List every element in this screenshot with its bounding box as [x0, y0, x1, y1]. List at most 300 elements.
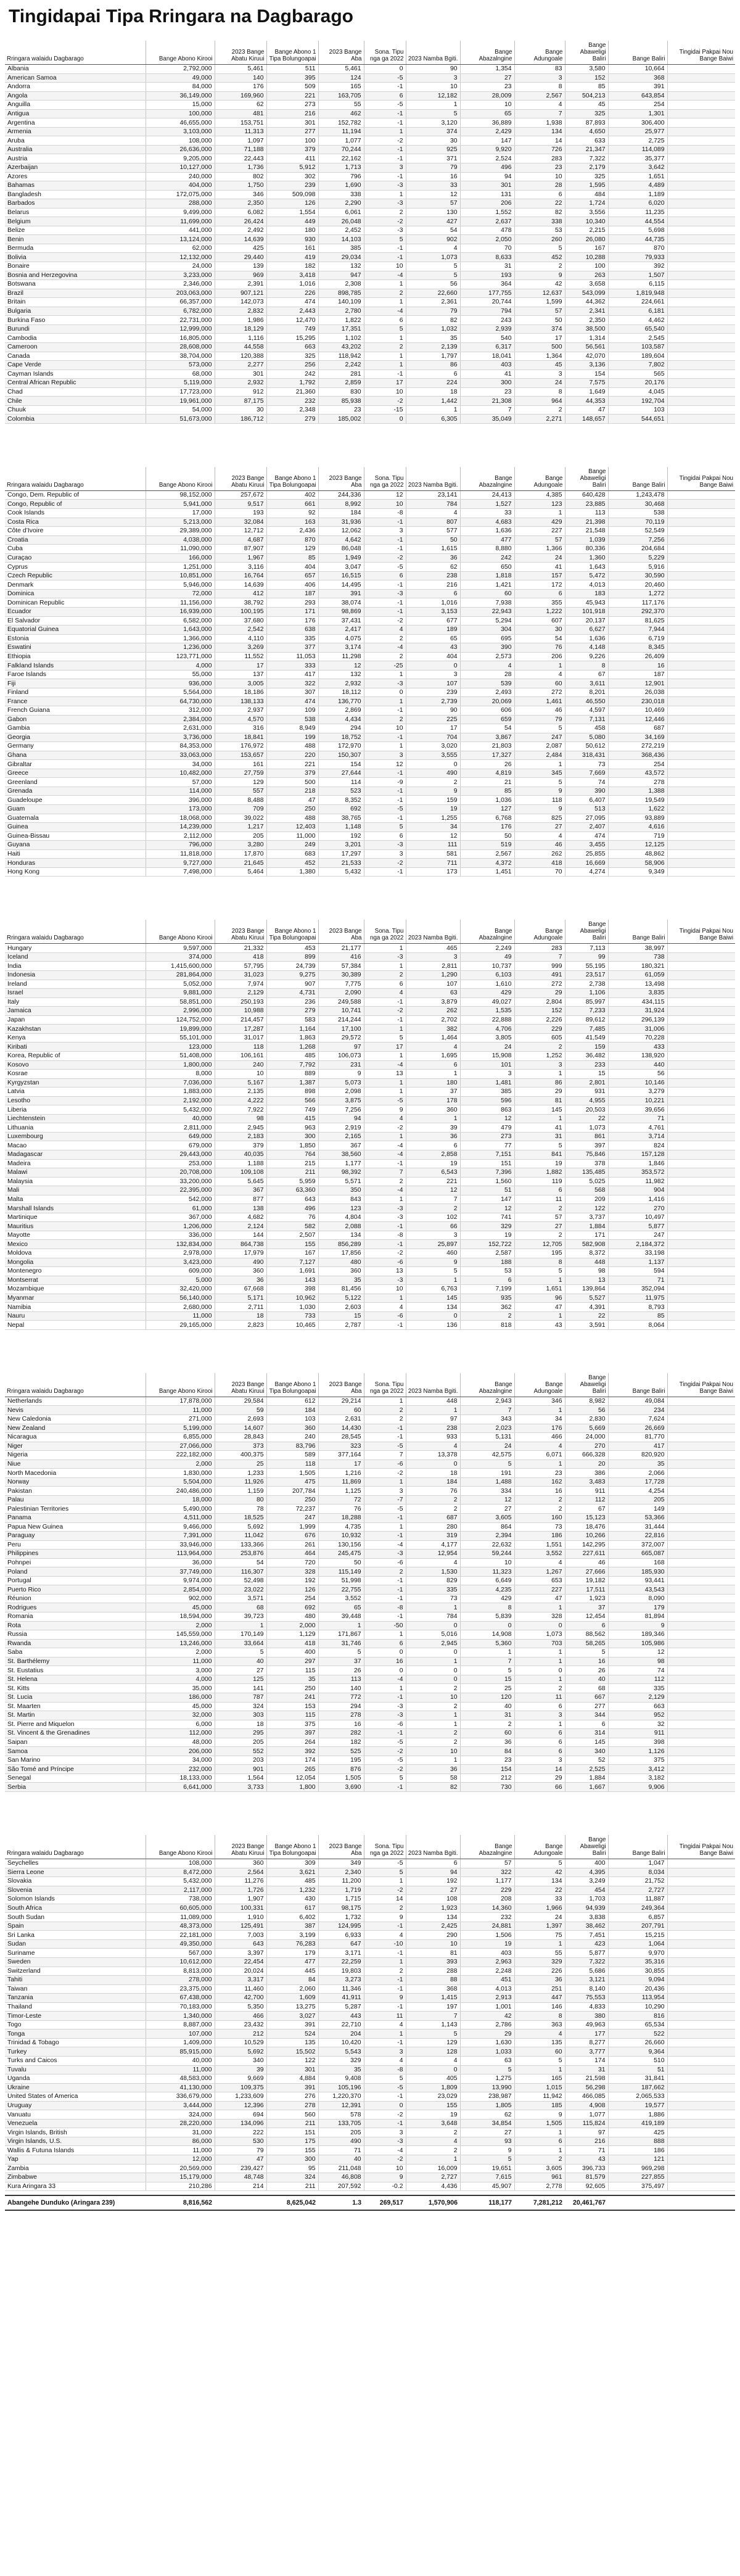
value-cell: 346 — [215, 190, 266, 199]
value-cell: -1 — [364, 598, 406, 608]
value-cell: 719 — [608, 832, 667, 841]
country-name-cell: Belarus — [5, 208, 146, 217]
value-cell: 151 — [266, 2128, 318, 2137]
value-cell: 224 — [406, 379, 460, 388]
value-cell: 134,096 — [215, 2119, 266, 2128]
value-cell: 31,000 — [146, 2128, 215, 2137]
value-cell: 16,009 — [406, 2164, 460, 2173]
value-cell: 379 — [215, 1141, 266, 1150]
value-cell: 93 — [460, 2137, 514, 2146]
table-row — [5, 1442, 735, 1451]
value-cell: -4 — [364, 1150, 406, 1159]
value-cell: 9,727,000 — [146, 859, 215, 868]
value-cell: 7 — [514, 109, 565, 118]
value-cell: -3 — [364, 226, 406, 235]
value-cell: 4,436 — [406, 2182, 460, 2191]
value-cell: 4,908 — [565, 2101, 608, 2110]
value-cell: 129 — [406, 2038, 460, 2047]
value-cell: 6,305 — [406, 415, 460, 424]
value-cell: 5,171 — [215, 1294, 266, 1303]
value-cell: 5,461 — [215, 65, 266, 74]
value-cell: 173 — [406, 867, 460, 877]
value-cell: 115 — [266, 1666, 318, 1675]
value-cell: 7,396 — [460, 1168, 514, 1178]
value-cell: 606 — [460, 706, 514, 716]
value-cell: 509 — [266, 83, 318, 92]
country-name-cell: Bonaire — [5, 262, 146, 271]
value-cell: 11,699,000 — [146, 217, 215, 226]
value-cell: 153 — [266, 1702, 318, 1711]
country-name-cell: Chuuk — [5, 405, 146, 415]
value-cell: 35 — [266, 1675, 318, 1684]
value-cell: 39 — [215, 2065, 266, 2074]
value-cell: 31,017 — [215, 1033, 266, 1042]
table-row — [5, 814, 735, 823]
column-header: 2023 Bange Abatu Kiruui — [215, 467, 266, 491]
value-cell: 29,443,000 — [146, 1150, 215, 1159]
country-name-cell: Latvia — [5, 1088, 146, 1097]
country-name-cell: Malta — [5, 1195, 146, 1204]
value-cell: 818 — [460, 1321, 514, 1330]
country-name-cell: New Caledonia — [5, 1415, 146, 1424]
value-cell: 52,549 — [608, 527, 667, 536]
value-cell: 6,627 — [565, 625, 608, 635]
value-cell: 276 — [266, 2092, 318, 2102]
value-cell: 76,283 — [266, 1939, 318, 1949]
value-cell: 1 — [406, 1276, 460, 1285]
value-cell: 8,982 — [565, 1397, 608, 1406]
value-cell: 149 — [608, 1505, 667, 1514]
value-cell: 841 — [514, 1150, 565, 1159]
value-cell: 3,233,000 — [146, 271, 215, 280]
value-cell: 7,938 — [460, 598, 514, 608]
value-cell: 17 — [514, 334, 565, 343]
value-cell: 10 — [406, 1939, 460, 1949]
value-cell: 185,930 — [608, 1567, 667, 1577]
value-cell: 123 — [318, 1204, 364, 1213]
value-cell: 4 — [514, 2029, 565, 2039]
value-cell: 5,941,000 — [146, 500, 215, 509]
value-cell: 904 — [608, 1186, 667, 1195]
value-cell: 5,350 — [215, 2002, 266, 2012]
table-row — [5, 181, 735, 191]
value-cell: 6,933 — [318, 1931, 364, 1940]
value-cell: 16 — [565, 1657, 608, 1666]
value-cell: 7,624 — [608, 1415, 667, 1424]
value-cell: 19,961,000 — [146, 397, 215, 406]
value-cell: 6 — [406, 1859, 460, 1868]
value-cell: 14,639 — [215, 235, 266, 244]
value-cell: 2 — [514, 1495, 565, 1505]
country-name-cell: Aruba — [5, 136, 146, 146]
value-cell: -8 — [364, 1231, 406, 1240]
value-cell: 2,060 — [266, 1984, 318, 1994]
country-name-cell: Namibia — [5, 1303, 146, 1312]
value-cell: 74 — [608, 1666, 667, 1675]
value-cell: 11 — [514, 1195, 565, 1204]
value-cell: 93,441 — [608, 1576, 667, 1585]
value-cell — [667, 1913, 735, 1922]
value-cell: 0 — [406, 1675, 460, 1684]
value-cell: 4,395 — [565, 1868, 608, 1877]
country-name-cell: Niger — [5, 1442, 146, 1451]
value-cell: 18,841 — [215, 733, 266, 742]
table-row — [5, 1877, 735, 1886]
table-row — [5, 1132, 735, 1141]
country-name-cell: Serbia — [5, 1783, 146, 1792]
value-cell: 4,616 — [608, 823, 667, 832]
value-cell: 24 — [514, 379, 565, 388]
value-cell: 1,421 — [460, 580, 514, 590]
country-name-cell: Hungary — [5, 944, 146, 953]
value-cell: 5 — [514, 1141, 565, 1150]
value-cell: 4,682 — [215, 1213, 266, 1222]
value-cell: 2,567 — [460, 849, 514, 859]
country-name-cell: Ireland — [5, 980, 146, 989]
value-cell: 7,802 — [608, 361, 667, 370]
value-cell: 2,452 — [318, 226, 364, 235]
value-cell: 3,005 — [215, 679, 266, 688]
value-cell: -8 — [364, 2065, 406, 2074]
value-cell: -3 — [364, 841, 406, 850]
value-cell: 22,259 — [318, 1957, 364, 1967]
value-cell: 60 — [318, 1406, 364, 1415]
value-cell: 4,735 — [318, 1522, 364, 1532]
value-cell: 102 — [406, 1213, 460, 1222]
value-cell: 70,119 — [608, 518, 667, 527]
value-cell: -1 — [364, 2002, 406, 2012]
value-cell: 5,199,000 — [146, 1424, 215, 1433]
value-cell: 239,427 — [215, 2164, 266, 2173]
value-cell: 2 — [364, 1967, 406, 1976]
value-cell: 11,887 — [608, 1895, 667, 1904]
value-cell: 7,256 — [318, 1105, 364, 1115]
table-row — [5, 1258, 735, 1267]
value-cell: 1 — [406, 1720, 460, 1729]
value-cell — [667, 535, 735, 545]
value-cell: 100 — [266, 136, 318, 146]
value-cell: 4,274 — [565, 867, 608, 877]
value-cell: 32,084 — [215, 518, 266, 527]
value-cell — [667, 1984, 735, 1994]
column-header: 2023 Bange Aba — [318, 467, 364, 491]
value-cell: 48,748 — [215, 2173, 266, 2182]
value-cell: 4 — [406, 508, 460, 518]
value-cell: 9 — [364, 1994, 406, 2003]
value-cell: 240,000 — [146, 172, 215, 181]
value-cell: 80,336 — [565, 545, 608, 554]
value-cell: 22,943 — [460, 607, 514, 616]
value-cell: 448 — [565, 1258, 608, 1267]
value-cell: 5,946,000 — [146, 580, 215, 590]
value-cell: 12,403 — [266, 823, 318, 832]
value-cell — [667, 944, 735, 953]
value-cell: 5,294 — [460, 616, 514, 625]
table-row — [5, 1576, 735, 1585]
country-name-cell: Tahiti — [5, 1976, 146, 1985]
value-cell: 165 — [514, 2074, 565, 2084]
value-cell: 261 — [266, 1540, 318, 1550]
value-cell: 17,327 — [460, 751, 514, 760]
value-cell: -6 — [364, 1558, 406, 1567]
value-cell: 6,103 — [460, 971, 514, 980]
value-cell: 13,275 — [266, 2002, 318, 2012]
value-cell — [667, 199, 735, 208]
country-name-cell: Israel — [5, 989, 146, 998]
value-cell: 1 — [406, 1756, 460, 1765]
value-cell: 12 — [460, 1495, 514, 1505]
value-cell: 1 — [514, 1276, 565, 1285]
value-cell: 54 — [215, 1558, 266, 1567]
value-cell: 360 — [266, 1424, 318, 1433]
value-cell: 34,169 — [608, 733, 667, 742]
table-row — [5, 1186, 735, 1195]
value-cell: 663 — [608, 1702, 667, 1711]
value-cell: 5 — [364, 1033, 406, 1042]
table-row — [5, 997, 735, 1007]
value-cell: 398 — [266, 1285, 318, 1294]
value-cell: 283 — [514, 944, 565, 953]
value-cell: 14,495 — [318, 580, 364, 590]
value-cell: 87,907 — [215, 545, 266, 554]
value-cell: 2,996,000 — [146, 1007, 215, 1016]
value-cell: 300 — [460, 379, 514, 388]
table-row — [5, 563, 735, 572]
value-cell — [667, 1213, 735, 1222]
value-cell: 3 — [514, 1756, 565, 1765]
table-row — [5, 307, 735, 316]
value-cell: 23 — [318, 405, 364, 415]
value-cell: 1 — [364, 1630, 406, 1640]
value-cell: 207,592 — [318, 2182, 364, 2191]
value-cell: 711 — [406, 859, 460, 868]
value-cell: 57,000 — [146, 778, 215, 787]
country-name-cell: Liberia — [5, 1105, 146, 1115]
country-table-5 — [5, 1835, 735, 2191]
value-cell: 27,644 — [318, 769, 364, 778]
value-cell: 1,409,000 — [146, 2038, 215, 2047]
value-cell: 24,000 — [146, 262, 215, 271]
value-cell: 40,000 — [146, 2057, 215, 2066]
value-cell: 1,143 — [406, 2020, 460, 2029]
country-name-cell: Ukraine — [5, 2083, 146, 2092]
value-cell: 4,391 — [565, 1303, 608, 1312]
value-cell: 1,999 — [266, 1522, 318, 1532]
value-cell: 9,970 — [608, 1949, 667, 1958]
value-cell: 46 — [514, 841, 565, 850]
country-name-cell: Saba — [5, 1648, 146, 1657]
value-cell: 1 — [514, 1406, 565, 1415]
value-cell: 281,864,000 — [146, 971, 215, 980]
value-cell: 100,195 — [215, 607, 266, 616]
value-cell: 2,932 — [318, 679, 364, 688]
value-cell: 229 — [514, 1025, 565, 1034]
value-cell: 21,177 — [318, 944, 364, 953]
value-cell: 186 — [608, 2146, 667, 2155]
value-cell: 145 — [565, 1738, 608, 1747]
value-cell: 4,833 — [565, 2002, 608, 2012]
value-cell: 18 — [215, 1720, 266, 1729]
table-row — [5, 1904, 735, 1913]
value-cell: 617 — [266, 1904, 318, 1913]
value-cell: 265 — [266, 1765, 318, 1774]
value-cell: 1,016 — [266, 280, 318, 289]
value-cell: 11,975 — [608, 1294, 667, 1303]
value-cell: 38,074 — [318, 598, 364, 608]
value-cell: 7,036,000 — [146, 1078, 215, 1088]
value-cell: 665,087 — [608, 1550, 667, 1559]
value-cell: 643 — [266, 1195, 318, 1204]
value-cell: 71,188 — [215, 145, 266, 154]
table-row — [5, 849, 735, 859]
value-cell: 88,562 — [565, 1630, 608, 1640]
value-cell: 460 — [406, 1249, 460, 1258]
value-cell: 2,192,000 — [146, 1096, 215, 1105]
value-cell: 704 — [406, 733, 460, 742]
value-cell: 208 — [460, 1895, 514, 1904]
value-cell: 4,462 — [608, 316, 667, 325]
value-cell: 260 — [514, 235, 565, 244]
column-header: 2023 Bange Abatu Kiruui — [215, 1373, 266, 1397]
value-cell: 6 — [364, 316, 406, 325]
value-cell: 10,737 — [460, 962, 514, 971]
country-name-cell: Pakistan — [5, 1487, 146, 1496]
value-cell: 1 — [514, 2065, 565, 2074]
value-cell: 902,000 — [146, 1594, 215, 1603]
value-cell: -3 — [364, 1550, 406, 1559]
value-cell: -2 — [364, 859, 406, 868]
value-cell: 14,430 — [318, 1424, 364, 1433]
value-cell: 3,153 — [406, 607, 460, 616]
table-row — [5, 553, 735, 563]
value-cell: 83 — [514, 65, 565, 74]
value-cell: 2,242 — [318, 361, 364, 370]
value-cell — [667, 1648, 735, 1657]
value-cell: 2,384,000 — [146, 715, 215, 724]
value-cell: 33,946,000 — [146, 1540, 215, 1550]
table-row — [5, 2012, 735, 2021]
value-cell: 607 — [514, 616, 565, 625]
table-row — [5, 580, 735, 590]
value-cell: 279 — [266, 415, 318, 424]
value-cell: 34 — [406, 823, 460, 832]
value-cell: 1,272 — [608, 589, 667, 598]
value-cell: 29,584 — [215, 1397, 266, 1406]
value-cell: 28,009 — [460, 91, 514, 101]
value-cell: 179 — [266, 1949, 318, 1958]
value-cell: 5,692 — [215, 1522, 266, 1532]
value-cell: 5 — [406, 2029, 460, 2039]
value-cell: 12 — [406, 190, 460, 199]
table-row — [5, 1657, 735, 1666]
value-cell: 98 — [608, 1657, 667, 1666]
value-cell: 5,839 — [460, 1612, 514, 1622]
value-cell — [667, 361, 735, 370]
value-cell — [667, 1603, 735, 1612]
value-cell: 187,662 — [608, 2083, 667, 2092]
value-cell: 5,432,000 — [146, 1105, 215, 1115]
value-cell: 3,279 — [608, 1088, 667, 1097]
value-cell — [667, 1442, 735, 1451]
value-cell: 1 — [364, 190, 406, 199]
grand-total-row — [5, 2195, 735, 2211]
value-cell: 10,988 — [215, 1007, 266, 1016]
value-cell: 33,200,000 — [146, 1177, 215, 1186]
value-cell: -1 — [364, 1594, 406, 1603]
value-cell: 1,615 — [406, 545, 460, 554]
value-cell: 11,323 — [460, 1567, 514, 1577]
value-cell: 11,090,000 — [146, 545, 215, 554]
table-row — [5, 2047, 735, 2057]
table-row — [5, 697, 735, 706]
value-cell: 22,454 — [215, 1957, 266, 1967]
country-name-cell: Rodrigues — [5, 1603, 146, 1612]
value-cell: 5,692 — [215, 2047, 266, 2057]
value-cell: 392 — [608, 262, 667, 271]
country-name-cell: Timor-Leste — [5, 2012, 146, 2021]
value-cell: 51,408,000 — [146, 1051, 215, 1060]
value-cell: 4,489 — [608, 181, 667, 191]
value-cell: 10 — [364, 500, 406, 509]
table-row — [5, 2057, 735, 2066]
value-cell: 8,345 — [608, 643, 667, 653]
value-cell: 2,637 — [460, 217, 514, 226]
value-cell — [667, 154, 735, 163]
value-cell: -1 — [364, 1976, 406, 1985]
value-cell: 2,786 — [460, 2020, 514, 2029]
value-cell: 220 — [266, 751, 318, 760]
value-cell — [667, 1177, 735, 1186]
country-name-cell: Croatia — [5, 535, 146, 545]
value-cell: 3,121 — [565, 1976, 608, 1985]
value-cell: 301 — [266, 2065, 318, 2074]
value-cell: 5 — [364, 823, 406, 832]
value-cell: 10,340 — [565, 217, 608, 226]
value-cell: 335 — [266, 634, 318, 643]
value-cell: 68 — [565, 1684, 608, 1693]
value-cell — [667, 235, 735, 244]
value-cell: 2,603 — [318, 1303, 364, 1312]
value-cell: -1 — [364, 607, 406, 616]
value-cell: 55,000 — [146, 670, 215, 679]
value-cell — [667, 2083, 735, 2092]
value-cell: 5,527 — [565, 1294, 608, 1303]
value-cell: 5 — [460, 1459, 514, 1469]
value-cell: 26,669 — [608, 1424, 667, 1433]
column-header: Bange Adungoale — [514, 920, 565, 944]
value-cell: 11,089,000 — [146, 1913, 215, 1922]
value-cell: 17,723,000 — [146, 387, 215, 397]
value-cell: 154 — [565, 369, 608, 379]
value-cell: 55,195 — [565, 962, 608, 971]
country-name-cell: Spain — [5, 1922, 146, 1931]
value-cell: 524 — [266, 2029, 318, 2039]
column-header: Rringara walaidu Dagbarago — [5, 41, 146, 65]
value-cell — [667, 1285, 735, 1294]
value-cell: 5 — [406, 1267, 460, 1276]
value-cell: 272 — [514, 688, 565, 697]
country-name-cell: Korea, Republic of — [5, 1051, 146, 1060]
value-cell: 8 — [514, 2012, 565, 2021]
value-cell — [667, 1773, 735, 1783]
value-cell: 963 — [266, 1123, 318, 1133]
table-row — [5, 1088, 735, 1097]
value-cell — [667, 989, 735, 998]
value-cell — [667, 1495, 735, 1505]
value-cell: 118 — [514, 796, 565, 805]
value-cell: 1,301 — [608, 109, 667, 118]
value-cell: 39,656 — [608, 1105, 667, 1115]
